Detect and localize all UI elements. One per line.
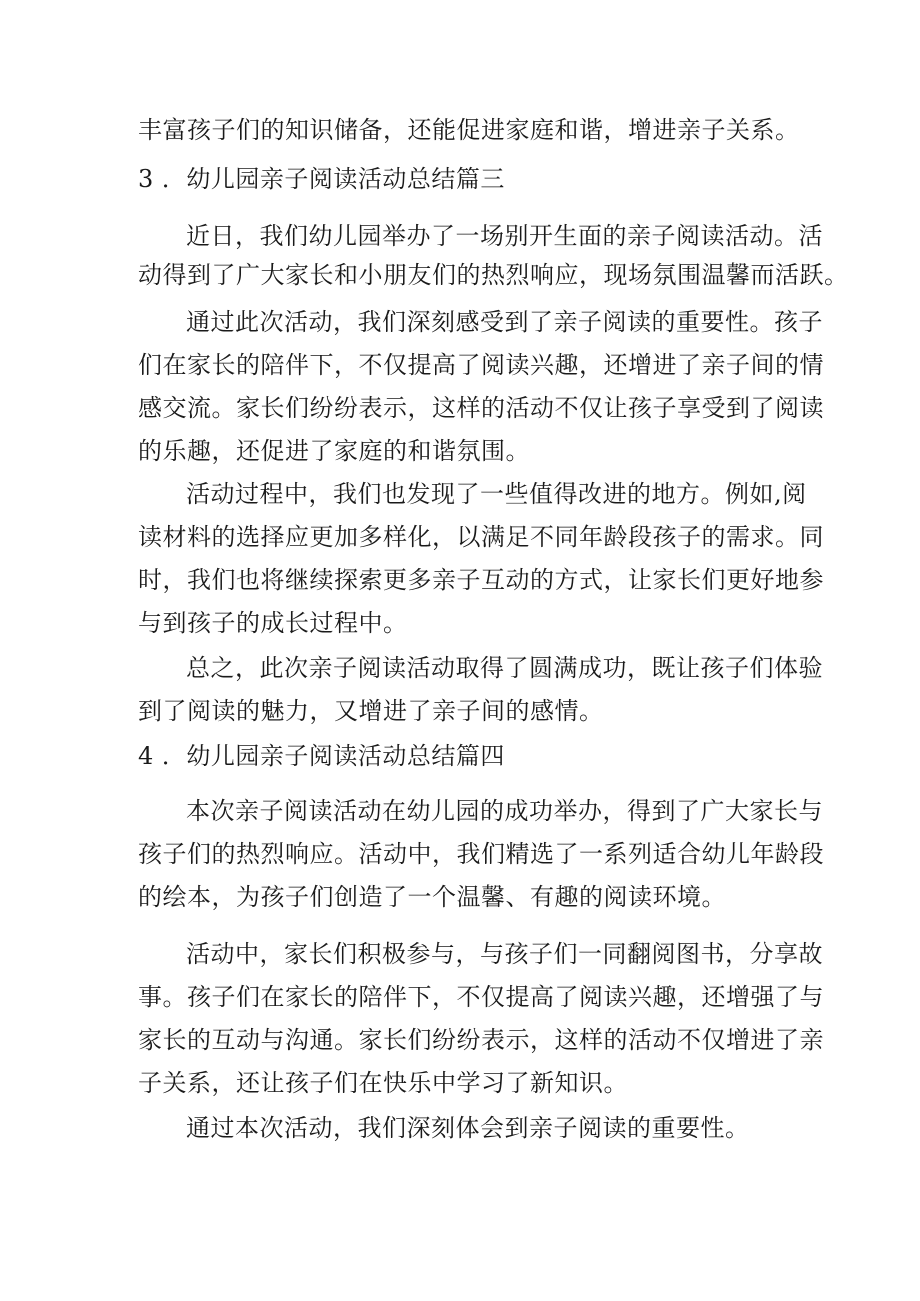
paragraph-line: 感交流。家长们纷纷表示，这样的活动不仅让孩子享受到了阅读 <box>138 394 824 422</box>
paragraph-line: 丰富孩子们的知识储备，还能促进家庭和谐，增进亲子关系。 <box>138 116 800 144</box>
section-heading: 3 ．幼儿园亲子阅读活动总结篇三 <box>138 165 505 193</box>
paragraph-line: 们在家长的陪伴下，不仅提高了阅读兴趣，还增进了亲子间的情 <box>138 351 824 379</box>
paragraph-line: 时，我们也将继续探索更多亲子互动的方式，让家长们更好地参 <box>138 566 824 594</box>
paragraph-line: 本次亲子阅读活动在幼儿园的成功举办，得到了广大家长与 <box>186 797 823 825</box>
paragraph-line: 通过本次活动，我们深刻体会到亲子阅读的重要性。 <box>186 1114 750 1142</box>
paragraph-line: 活动过程中，我们也发现了一些值得改进的地方。例如,阅 <box>186 480 807 508</box>
paragraph-line: 到了阅读的魅力，又增进了亲子间的感情。 <box>138 697 604 725</box>
paragraph-line: 事。孩子们在家长的陪伴下，不仅提高了阅读兴趣，还增强了与 <box>138 983 824 1011</box>
section-heading: 4 ．幼儿园亲子阅读活动总结篇四 <box>138 742 505 770</box>
paragraph-line: 动得到了广大家长和小朋友们的热烈响应，现场氛围温馨而活跃。 <box>138 261 849 289</box>
paragraph-line: 家长的互动与沟通。家长们纷纷表示，这样的活动不仅增进了亲 <box>138 1026 824 1054</box>
paragraph-line: 孩子们的热烈响应。活动中，我们精选了一系列适合幼儿年龄段 <box>138 840 824 868</box>
paragraph-line: 的乐趣，还促进了家庭的和谐氛围。 <box>138 437 530 465</box>
paragraph-line: 近日，我们幼儿园举办了一场别开生面的亲子阅读活动。活 <box>186 222 823 250</box>
paragraph-line: 通过此次活动，我们深刻感受到了亲子阅读的重要性。孩子 <box>186 308 823 336</box>
paragraph-line: 总之，此次亲子阅读活动取得了圆满成功，既让孩子们体验 <box>186 654 823 682</box>
paragraph-line: 与到孩子的成长过程中。 <box>138 609 408 637</box>
paragraph-line: 子关系，还让孩子们在快乐中学习了新知识。 <box>138 1069 628 1097</box>
paragraph-line: 读材料的选择应更加多样化，以满足不同年龄段孩子的需求。同 <box>138 523 824 551</box>
paragraph-line: 的绘本，为孩子们创造了一个温馨、有趣的阅读环境。 <box>138 883 726 911</box>
paragraph-line: 活动中，家长们积极参与，与孩子们一同翻阅图书，分享故 <box>186 940 823 968</box>
